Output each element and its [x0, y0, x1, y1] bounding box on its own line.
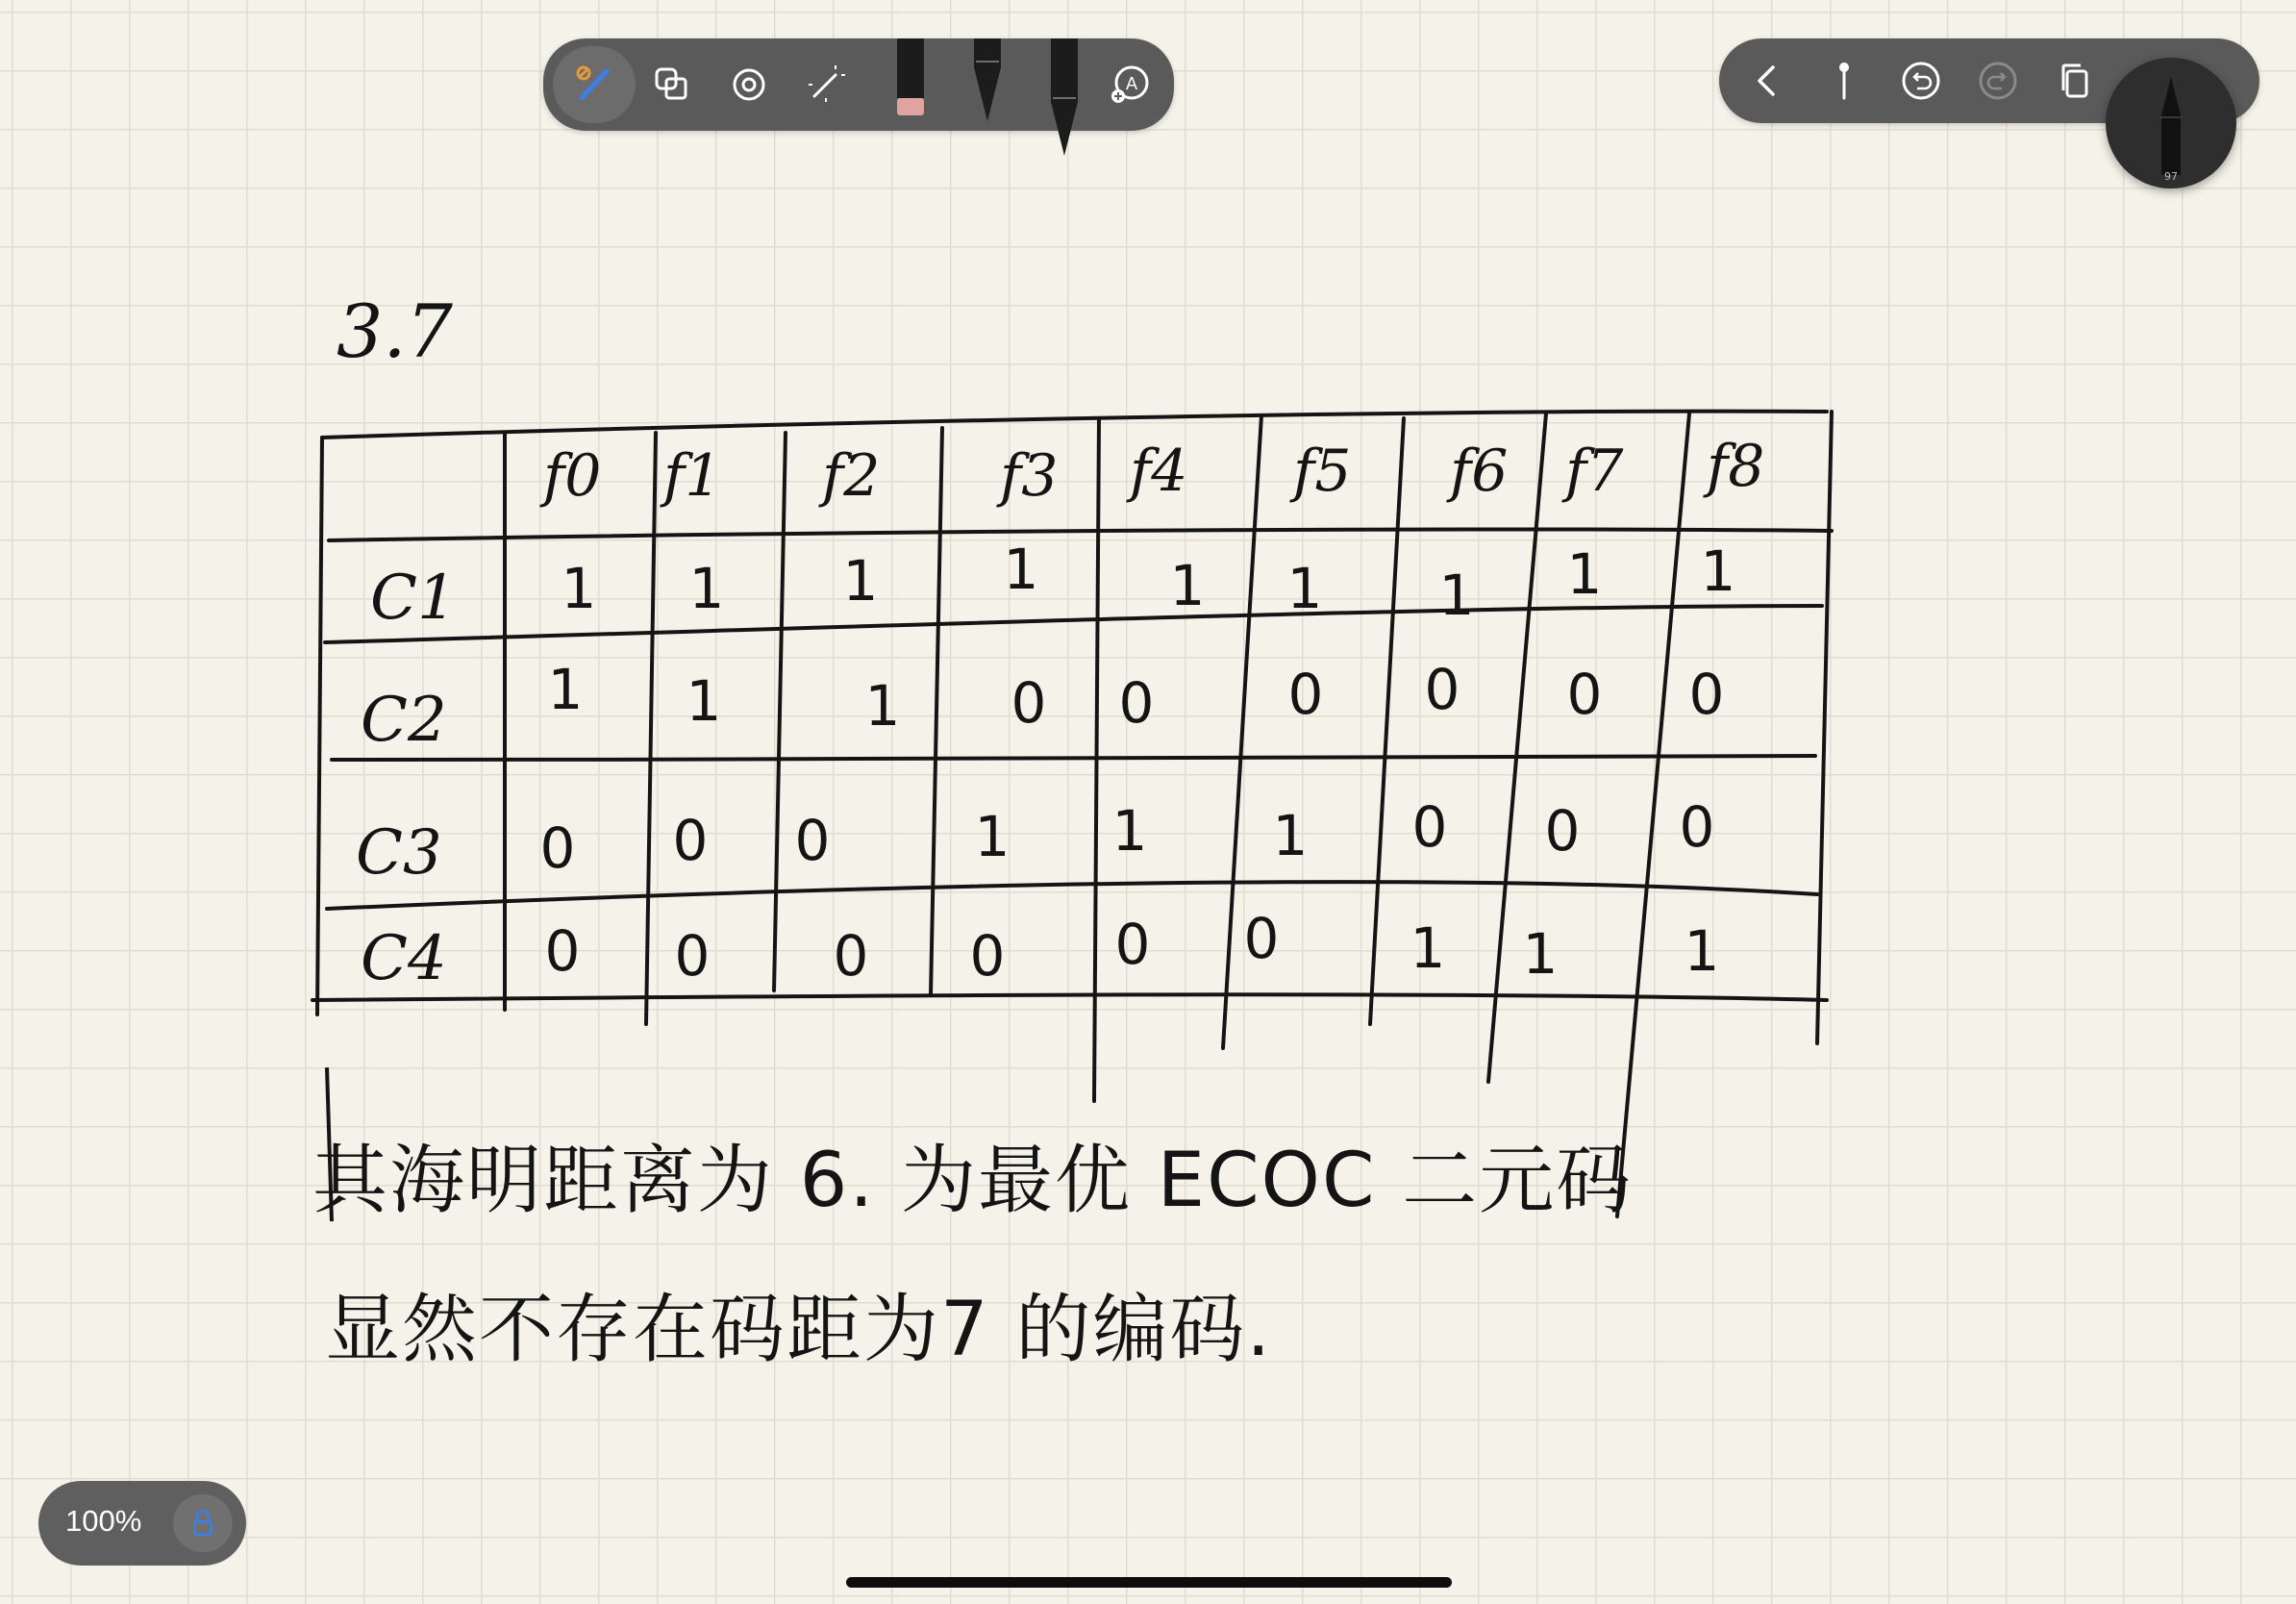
home-indicator[interactable]: [846, 1577, 1452, 1588]
zoom-lock-button[interactable]: [173, 1494, 233, 1552]
cell-c1-f4: 1: [1169, 553, 1206, 618]
lasso-tool-button[interactable]: [718, 54, 780, 115]
pencil-badge[interactable]: [2106, 58, 2236, 188]
note-line-2: 显然不存在码距为7 的编码.: [325, 1287, 1273, 1373]
tools-toolbar: [543, 38, 1174, 131]
pen-black-2-button[interactable]: [1034, 38, 1095, 162]
pages-button[interactable]: [2044, 50, 2106, 112]
cell-c3-f7: 0: [1544, 798, 1581, 864]
cell-c1-f3: 1: [1003, 537, 1039, 602]
redo-button[interactable]: [1967, 50, 2029, 112]
cell-c2-f0: 1: [547, 657, 584, 722]
row-header-c2: C2: [361, 685, 447, 756]
column-header-f0: f0: [543, 442, 602, 510]
cell-c3-f1: 0: [672, 808, 709, 873]
cell-c3-f3: 1: [974, 804, 1011, 869]
table-line-header: [329, 529, 1832, 540]
cell-c3-f5: 1: [1272, 803, 1309, 868]
cell-c1-f7: 1: [1566, 541, 1603, 607]
cell-c1-f0: 1: [561, 556, 597, 621]
cell-c3-f0: 0: [539, 815, 576, 881]
svg-text:A: A: [1125, 74, 1138, 94]
table-col-line-4: [931, 428, 942, 995]
column-header-f3: f3: [1000, 442, 1059, 510]
row-header-c1: C1: [370, 563, 457, 634]
cell-c1-f5: 1: [1286, 556, 1323, 621]
table-line-r2: [332, 756, 1815, 760]
cell-c4-f1: 0: [674, 923, 711, 989]
column-header-f8: f8: [1707, 433, 1765, 500]
table-line-r3: [327, 882, 1817, 909]
pen-tool-button[interactable]: [564, 54, 626, 115]
text-recognize-tool-button[interactable]: [1099, 54, 1160, 115]
cell-c3-f4: 1: [1111, 798, 1148, 864]
pages-icon: [2050, 56, 2100, 106]
table-col-line-5: [1094, 418, 1099, 1101]
zoom-level: 100%: [65, 1504, 142, 1538]
table-line-top: [322, 412, 1827, 438]
cell-c4-f6: 1: [1410, 915, 1446, 981]
handwriting-recognition-icon: [1105, 60, 1155, 110]
pencil-battery-value: 97: [2164, 170, 2178, 183]
lock-icon: [187, 1507, 219, 1540]
laser-pointer-icon: [801, 60, 851, 110]
column-header-f4: f4: [1130, 438, 1188, 505]
pen-icon: [570, 60, 620, 110]
row-header-c4: C4: [361, 923, 447, 994]
column-header-f5: f5: [1293, 438, 1352, 505]
eraser-tool-button[interactable]: [880, 38, 941, 131]
cell-c1-f2: 1: [842, 548, 879, 614]
cell-c3-f2: 0: [794, 808, 831, 873]
note-line-1: 其海明距离为 6. 为最优 ECOC 二元码: [312, 1138, 1634, 1224]
cell-c1-f8: 1: [1700, 539, 1736, 604]
cell-c4-f4: 0: [1114, 912, 1151, 977]
lasso-icon: [724, 60, 774, 110]
shapes-tool-button[interactable]: [641, 54, 703, 115]
cell-c2-f7: 0: [1566, 662, 1603, 727]
eraser-icon: [886, 38, 936, 131]
cell-c2-f3: 0: [1011, 670, 1047, 736]
column-header-f1: f1: [663, 442, 722, 510]
cell-c3-f8: 0: [1679, 794, 1715, 860]
column-header-f6: f6: [1450, 438, 1509, 505]
cell-c2-f2: 1: [864, 673, 901, 739]
cell-c2-f4: 0: [1118, 670, 1155, 736]
undo-icon: [1896, 56, 1946, 106]
cell-c4-f8: 1: [1684, 918, 1720, 984]
back-button[interactable]: [1736, 50, 1798, 112]
laser-pointer-tool-button[interactable]: [795, 54, 857, 115]
cell-c3-f6: 0: [1411, 794, 1448, 860]
column-header-f2: f2: [822, 442, 881, 510]
fineliner-icon: [962, 38, 1012, 131]
cell-c1-f6: 1: [1438, 563, 1475, 628]
cell-c4-f2: 0: [833, 923, 869, 989]
cell-c4-f5: 0: [1243, 906, 1280, 971]
section-number: 3.7: [337, 288, 453, 374]
pin-button[interactable]: [1813, 50, 1875, 112]
cell-c4-f0: 0: [544, 918, 581, 984]
cell-c2-f5: 0: [1287, 662, 1324, 727]
undo-button[interactable]: [1890, 50, 1952, 112]
pin-icon: [1819, 56, 1869, 106]
table-line-bottom: [312, 994, 1827, 1000]
chevron-left-icon: [1742, 56, 1792, 106]
cell-c2-f8: 0: [1688, 662, 1725, 727]
table-col-line-2: [646, 433, 656, 1024]
pen-icon-selected: [1039, 38, 1089, 162]
cell-c2-f6: 0: [1424, 657, 1460, 722]
table-col-line-10: [1817, 412, 1832, 1043]
cell-c4-f7: 1: [1522, 921, 1559, 987]
cell-c4-f3: 0: [969, 923, 1006, 989]
pen-black-1-button[interactable]: [957, 38, 1018, 131]
table-col-line-3: [774, 433, 786, 990]
cell-c2-f1: 1: [686, 668, 722, 734]
shapes-icon: [647, 60, 697, 110]
column-header-f7: f7: [1565, 438, 1624, 505]
zoom-control[interactable]: [38, 1481, 246, 1566]
redo-icon: [1973, 56, 2023, 106]
cell-c1-f1: 1: [688, 556, 725, 621]
table-col-line-0: [317, 438, 322, 1015]
pencil-icon: [2106, 58, 2236, 188]
row-header-c3: C3: [356, 817, 442, 889]
